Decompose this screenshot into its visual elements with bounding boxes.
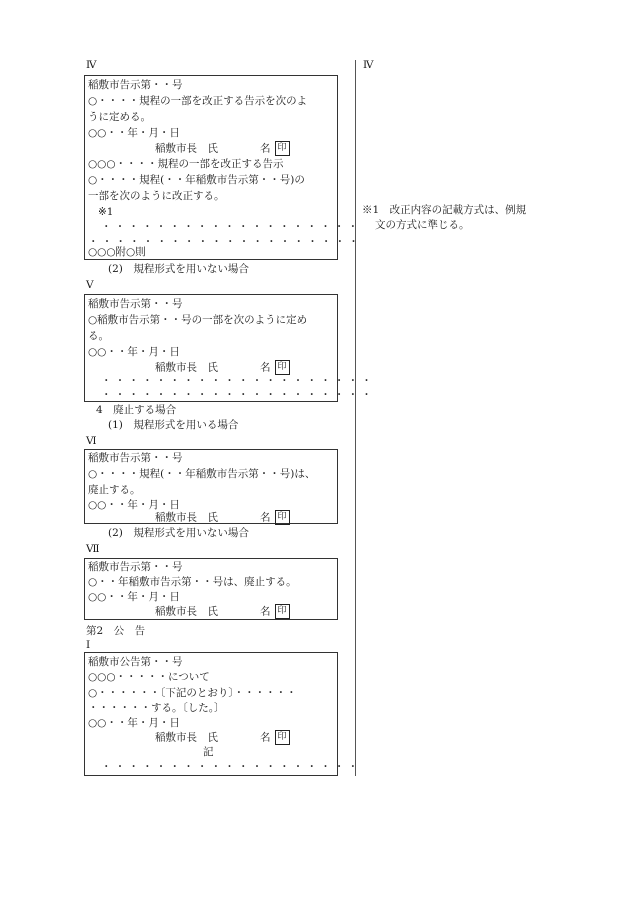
mayor-signature-line: [155, 730, 290, 746]
mayor-name: 稲敷市長 氏 名: [155, 605, 271, 618]
section-heading-v: Ⅴ: [86, 279, 94, 291]
notice-text: る。: [88, 330, 109, 342]
notice-text: ・・・・・・する。〔した。〕: [88, 702, 225, 714]
notice-text: ○○○・・・・規程の一部を改正する告示: [88, 158, 284, 170]
dotted-line: ・・・・・・・・・・・・・・・・・・・・: [88, 236, 362, 248]
dotted-line: ・・・・・・・・・・・・・・・・・・・: [101, 761, 362, 773]
notice-date: ○○・・年・月・日: [88, 499, 180, 511]
mayor-name: 稲敷市長 氏 名: [155, 361, 271, 374]
explanatory-note: 文の方式に準じる。: [375, 219, 470, 231]
notice-text: ○○○・・・・・について: [88, 671, 210, 683]
notice-text: ○・・・・規程(・・年稲敷市告示第・・号)の: [88, 174, 305, 186]
notice-text: 一部を次のように改正する。: [88, 190, 225, 202]
notice-box-vi: [84, 449, 338, 524]
explanatory-note: ※1 改正内容の記載方式は、例規: [362, 204, 527, 216]
ki-mark: 記: [203, 746, 214, 758]
notice-text: ○稲敷市告示第・・号の一部を次のように定め: [88, 314, 308, 326]
mayor-signature-line: [155, 604, 290, 620]
section-title-public-notice: 第2 公 告: [86, 625, 146, 637]
seal-icon: 印: [275, 141, 290, 156]
notice-text: ○・・・・・・〔下記のとおり〕・・・・・・: [88, 687, 297, 699]
dotted-line: ・・・・・・・・・・・・・・・・・・・: [101, 221, 362, 233]
subheading: (2) 規程形式を用いない場合: [108, 527, 249, 539]
notice-number: 稲敷市公告第・・号: [88, 656, 183, 668]
notice-date: ○○・・年・月・日: [88, 591, 180, 603]
notice-number: 稲敷市告示第・・号: [88, 452, 183, 464]
section-heading-vi: Ⅵ: [86, 435, 97, 447]
notice-text: ○・・・・規程の一部を改正する告示を次のよ: [88, 95, 308, 107]
mayor-name: 稲敷市長 氏 名: [155, 511, 271, 524]
dotted-line: ・・・・・・・・・・・・・・・・・・・・: [101, 375, 375, 387]
seal-icon: 印: [275, 730, 290, 745]
section-heading-vii: Ⅶ: [86, 543, 100, 555]
notice-box-v: [84, 294, 375, 402]
supplementary-provision: ○○○附○則: [88, 246, 146, 258]
dotted-line: ・・・・・・・・・・・・・・・・・・・・: [101, 389, 375, 401]
section-heading-i: Ⅰ: [86, 639, 91, 651]
right-section-heading-iv: Ⅳ: [363, 59, 374, 71]
subheading: (1) 規程形式を用いる場合: [108, 419, 239, 431]
notice-text: うに定める。: [88, 111, 151, 123]
notice-text: ○・・年稲敷市告示第・・号は、廃止する。: [88, 576, 297, 588]
mayor-name: 稲敷市長 氏 名: [155, 142, 271, 155]
notice-number: 稲敷市告示第・・号: [88, 561, 183, 573]
notice-box-vii: [84, 558, 338, 620]
mayor-signature-line: [155, 141, 290, 157]
section-heading-iv: Ⅳ: [86, 59, 97, 71]
notice-number: 稲敷市告示第・・号: [88, 298, 183, 310]
notice-date: ○○・・年・月・日: [88, 346, 180, 358]
seal-icon: 印: [275, 510, 290, 525]
mayor-name: 稲敷市長 氏 名: [155, 731, 271, 744]
note-marker: ※1: [98, 206, 114, 218]
subheading: 4 廃止する場合: [96, 404, 177, 416]
notice-date: ○○・・年・月・日: [88, 717, 180, 729]
subheading: (2) 規程形式を用いない場合: [108, 263, 249, 275]
seal-icon: 印: [275, 604, 290, 619]
seal-icon: 印: [275, 360, 290, 375]
notice-text: ○・・・・規程(・・年稲敷市告示第・・号)は、: [88, 468, 316, 480]
notice-date: ○○・・年・月・日: [88, 127, 180, 139]
mayor-signature-line: [155, 510, 290, 526]
notice-box-iv: [84, 75, 362, 260]
notice-number: 稲敷市告示第・・号: [88, 79, 183, 91]
column-divider: [355, 60, 356, 776]
notice-box-i: [84, 652, 362, 776]
notice-text: 廃止する。: [88, 484, 141, 496]
